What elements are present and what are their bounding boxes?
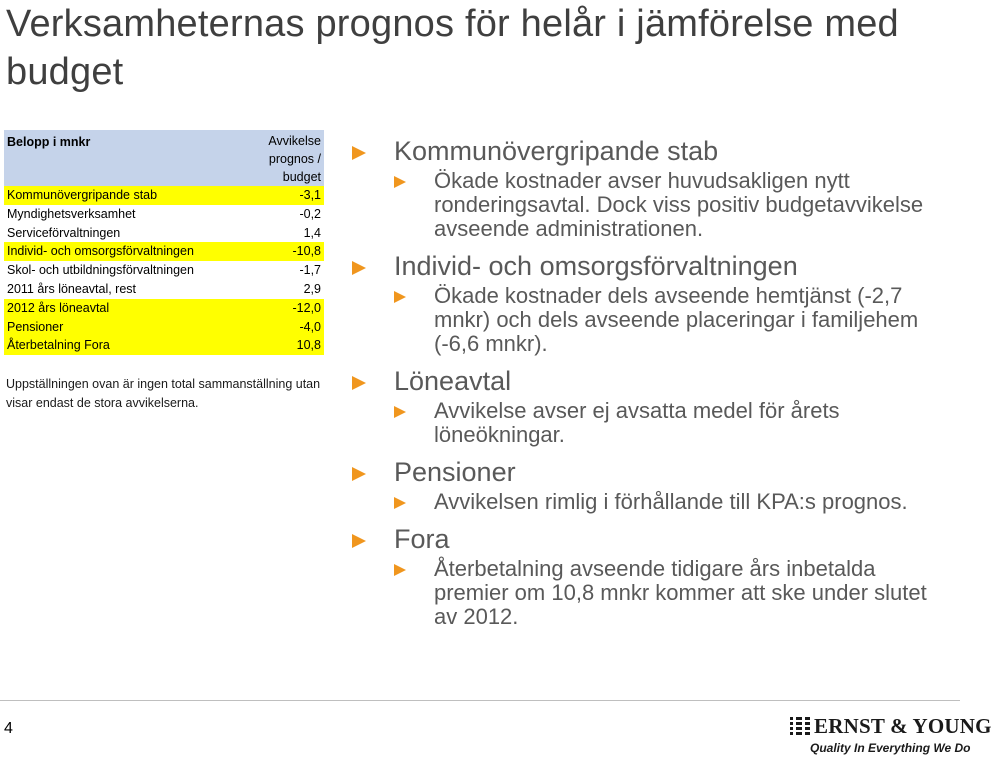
logo-tagline: Quality In Everything We Do <box>810 741 971 755</box>
bullet-heading <box>352 366 952 397</box>
table-header-row <box>4 130 324 186</box>
triangle-right-icon <box>352 376 366 390</box>
row-label: 2012 års löneavtal <box>4 299 249 318</box>
ey-logo-icon <box>790 716 812 738</box>
table-row <box>4 280 324 299</box>
row-value: 1,4 <box>249 224 324 243</box>
row-value: 2,9 <box>249 280 324 299</box>
bullet-subitem <box>352 399 952 447</box>
header-line: prognos / <box>268 152 321 166</box>
footer-divider <box>0 700 960 701</box>
budget-table-container <box>4 130 324 355</box>
row-label: Myndighetsverksamhet <box>4 205 249 224</box>
row-value: -0,2 <box>249 205 324 224</box>
bullet-heading-text: Individ- och omsorgsförvaltningen <box>394 251 798 281</box>
bullet-subitem <box>352 284 952 356</box>
header-line: budget <box>282 170 321 184</box>
bullet-heading-text: Kommunövergripande stab <box>394 136 719 166</box>
table-row <box>4 318 324 337</box>
row-label: Skol- och utbildningsförvaltningen <box>4 261 249 280</box>
bullet-heading <box>352 136 952 167</box>
row-value: 10,8 <box>249 336 324 355</box>
triangle-right-icon <box>352 534 366 548</box>
bullet-subitem-text: Ökade kostnader dels avseende hemtjänst (-2,7 mnkr) och dels avseende placeringar i familjehem (-6,6 mnkr). <box>434 283 919 356</box>
triangle-right-icon <box>352 467 366 481</box>
row-label: Återbetalning Fora <box>4 336 249 355</box>
commentary-bullets <box>352 136 952 639</box>
bullet-heading <box>352 524 952 555</box>
row-label: Serviceförvaltningen <box>4 224 249 243</box>
triangle-right-icon <box>352 261 366 275</box>
triangle-right-icon <box>394 176 406 188</box>
bullet-heading-text: Löneavtal <box>394 366 512 396</box>
bullet-subitem <box>352 557 952 629</box>
table-row <box>4 242 324 261</box>
row-value: -4,0 <box>249 318 324 337</box>
bullet-heading <box>352 457 952 488</box>
bullet-heading <box>352 251 952 282</box>
bullet-subitem-text: Avvikelsen rimlig i förhållande till KPA:s prognos. <box>434 489 908 514</box>
bullet-subitem <box>352 169 952 241</box>
triangle-right-icon <box>352 146 366 160</box>
triangle-right-icon <box>394 406 406 418</box>
bullet-subitem-text: Återbetalning avseende tidigare års inbetalda premier om 10,8 mnkr kommer att ske under slutet av 2012. <box>434 556 927 629</box>
row-label: Individ- och omsorgsförvaltningen <box>4 242 249 261</box>
table-row <box>4 224 324 243</box>
row-label: Kommunövergripande stab <box>4 186 249 205</box>
page-title: Verksamheternas prognos för helår i jämförelse med budget <box>6 3 899 93</box>
table-footnote: Uppställningen ovan är ingen total sammanställning utan visar endast de stora avvikelserna. <box>6 377 321 410</box>
row-label: Pensioner <box>4 318 249 337</box>
table-row <box>4 336 324 355</box>
page-number: 4 <box>4 720 13 737</box>
logo-name: ERNST & YOUNG <box>814 714 992 738</box>
bullet-heading-text: Pensioner <box>394 457 516 487</box>
bullet-heading-text: Fora <box>394 524 450 554</box>
table-row <box>4 205 324 224</box>
table-row <box>4 186 324 205</box>
triangle-right-icon <box>394 564 406 576</box>
row-label: 2011 års löneavtal, rest <box>4 280 249 299</box>
header-line: Avvikelse <box>268 134 321 148</box>
table-row <box>4 261 324 280</box>
table-row <box>4 299 324 318</box>
triangle-right-icon <box>394 497 406 509</box>
bullet-subitem-text: Ökade kostnader avser huvudsakligen nytt ronderingsavtal. Dock viss positiv budgetavvikelse avseende administrationen. <box>434 168 924 241</box>
row-value: -12,0 <box>249 299 324 318</box>
bullet-subitem <box>352 490 952 514</box>
column-header-deviation <box>249 130 324 186</box>
budget-deviation-table <box>4 130 324 355</box>
row-value: -10,8 <box>249 242 324 261</box>
column-header-amount: Belopp i mnkr <box>4 130 249 186</box>
triangle-right-icon <box>394 291 406 303</box>
bullet-subitem-text: Avvikelse avser ej avsatta medel för årets löneökningar. <box>434 398 840 447</box>
row-value: -3,1 <box>249 186 324 205</box>
ernst-young-logo <box>790 714 992 758</box>
row-value: -1,7 <box>249 261 324 280</box>
